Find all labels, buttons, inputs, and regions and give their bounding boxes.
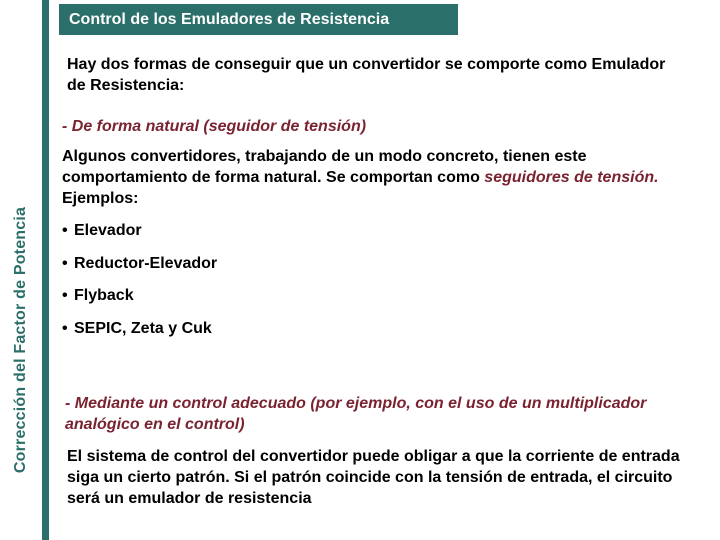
section1-title-text: De forma natural (seguidor de tensión) [71, 118, 367, 135]
bullet-icon: • [62, 222, 68, 239]
section1-body-highlight: seguidores de tensión. [484, 169, 659, 186]
list-item [62, 318, 462, 351]
examples-list [62, 220, 462, 350]
sidebar-title: Corrección del Factor de Potencia [12, 206, 29, 474]
bullet-icon: • [62, 287, 68, 304]
section1-title-prefix: - [62, 118, 72, 135]
intro-paragraph: Hay dos formas de conseguir que un convertidor se comporte como Emulador de Resistencia: [67, 56, 666, 94]
section2-title: - Mediante un control adecuado (por ejemplo, con el uso de un multiplicador analógico en el control) [65, 395, 647, 433]
list-item-label: SEPIC, Zeta y Cuk [74, 319, 212, 337]
bullet-icon: • [62, 254, 68, 272]
section1-body-end: Ejemplos: [62, 190, 139, 207]
list-item [62, 285, 462, 318]
slide-title: Control de los Emuladores de Resistencia [59, 4, 458, 35]
bullet-icon: • [62, 319, 68, 337]
section1-body [62, 146, 682, 209]
sidebar-divider [42, 0, 49, 540]
list-item-label: Reductor-Elevador [74, 254, 218, 272]
sidebar-title-container [0, 0, 42, 540]
list-item-label: Elevador [74, 222, 142, 239]
section2-body: El sistema de control del convertidor puede obligar a que la corriente de entrada siga un cierto patrón. Si el patrón coincide con la tensión de entrada, el circuito será un emulador de resistencia [67, 448, 680, 507]
list-item [62, 253, 462, 286]
section1-title [62, 116, 682, 137]
list-item [62, 220, 462, 253]
list-item-label: Flyback [74, 287, 134, 304]
section1-body-start: Algunos convertidores, trabajando de un modo concreto, tienen este comportamiento de forma natural. Se comportan como [62, 148, 587, 186]
